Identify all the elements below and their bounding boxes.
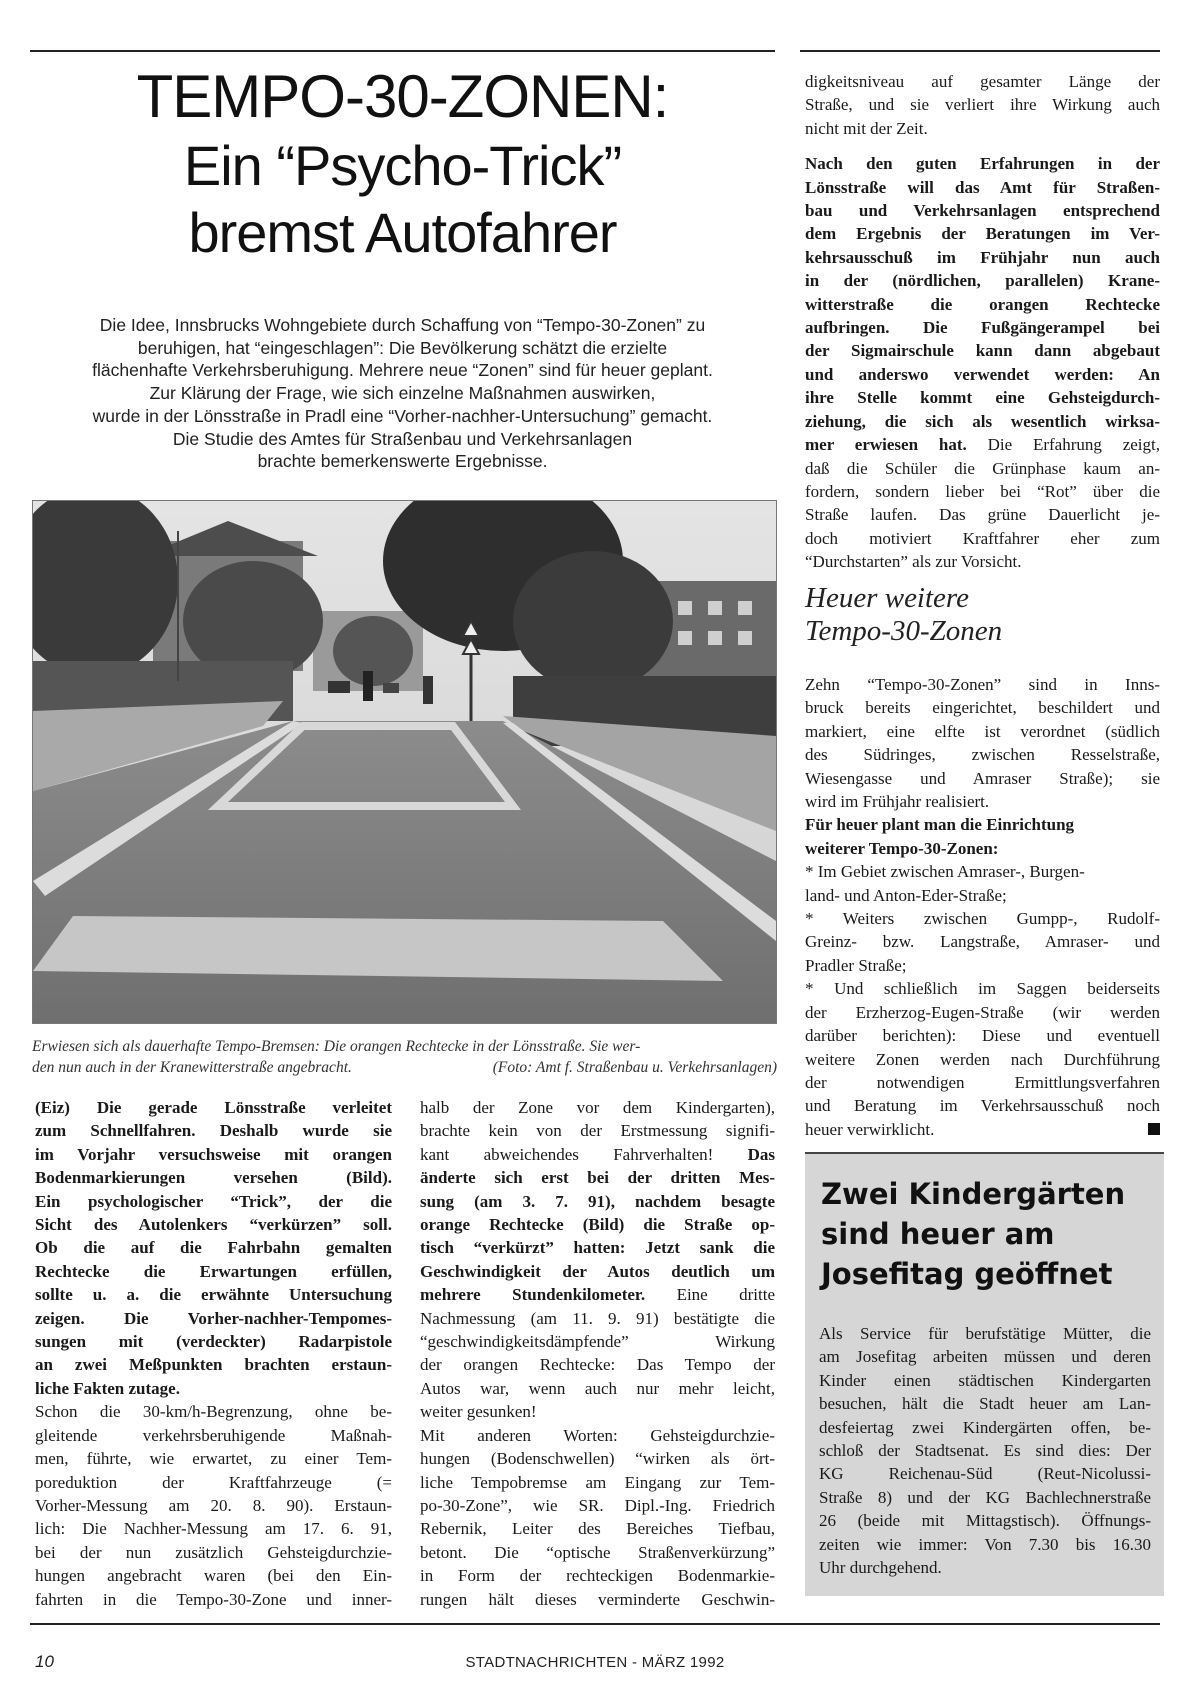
text-line: Wiesengasse und Amraser Straße); sie xyxy=(805,768,1160,788)
text-line: im Vorjahr versuchsweise mit orangen xyxy=(35,1144,392,1164)
footer-rule xyxy=(30,1623,1160,1625)
text-line: Bodenmarkierungen versehen (Bild). xyxy=(35,1168,392,1188)
text-line: liche Fakten zutage. xyxy=(35,1378,180,1398)
lead-line: wurde in der Lönsstraße in Pradl eine “Vorher-nachher-Untersuchung” gemacht. xyxy=(92,405,713,426)
text-line: zeigen. Die Vorher-nachher-Tempomes- xyxy=(35,1308,392,1328)
text-line: Zehn “Tempo-30-Zonen” sind in Inns- xyxy=(805,675,1160,694)
text-line: orange Rechtecke (Bild) die Straße op- xyxy=(420,1215,775,1235)
text-line: Straße, und sie verliert ihre Wirkung auch xyxy=(805,95,1160,115)
text-line: Vorher-Messung am 20. 8. 90). Erstaun- xyxy=(35,1495,392,1515)
text-line: Ob die auf die Fahrbahn gemalten xyxy=(35,1238,392,1258)
text-line: poreduktion der Kraftfahrzeuge (= xyxy=(35,1472,392,1492)
article-column-1 xyxy=(35,1096,392,1611)
text-line: in der (nördlichen, parallelen) Krane- xyxy=(805,271,1160,291)
publication-name: STADTNACHRICHTEN - MÄRZ 1992 xyxy=(465,1654,725,1671)
headline-line-3: bremst Autofahrer xyxy=(188,201,617,264)
text-line: änderte sich erst bei der dritten Mes- xyxy=(420,1168,775,1188)
text-line: land- und Anton-Eder-Straße; xyxy=(805,885,1007,905)
text-line: ihre Stelle kommt eine Gehsteigdurch- xyxy=(805,388,1160,408)
subheading-line-1: Heuer weitere xyxy=(805,582,970,614)
text-line: weiter gesunken! xyxy=(420,1402,537,1422)
text-line: Rebernik, Leiter des Bereiches Tiefbau, xyxy=(420,1519,775,1539)
text-line: kant abweichendes Fahrverhalten! Das xyxy=(420,1144,775,1164)
text-line: men, führte, wie erwartet, zu einer Tem- xyxy=(35,1449,392,1469)
text-line: fahrten in die Tempo-30-Zone und inner- xyxy=(35,1589,392,1609)
article-lead xyxy=(40,314,765,473)
text-line: witterstraße die orangen Rechtecke xyxy=(805,294,1160,314)
text-line: mehrere Stundenkilometer. Eine dritte xyxy=(420,1285,776,1305)
text-line: Geschwindigkeit der Autos deutlich um xyxy=(420,1261,775,1281)
text-line: rungen hält dieses verminderte Geschwin- xyxy=(420,1589,775,1609)
text-line: desfeiertag zwei Kindergärten offen, be- xyxy=(819,1417,1151,1437)
text-line: po-30-Zone”, wie SR. Dipl.-Ing. Friedrich xyxy=(420,1495,775,1515)
text-line: der orangen Rechtecke: Das Tempo der xyxy=(420,1355,775,1375)
text-line: und Beratung im Verkehrsausschuß noch xyxy=(805,1096,1160,1116)
text-line: der Erzherzog-Eugen-Straße (wir werden xyxy=(805,1002,1160,1022)
text-line: ziehung, die sich als wesentlich wirksa- xyxy=(805,411,1160,431)
text-line: zeiten wie immer: Von 7.30 bis 16.30 xyxy=(819,1534,1151,1554)
text-line: * Weiters zwischen Gumpp-, Rudolf- xyxy=(805,909,1160,929)
article-headline xyxy=(30,62,775,266)
text-line: markiert, eine elfte ist verordnet (südlich xyxy=(805,721,1160,741)
headline-line-1: TEMPO-30-ZONEN: xyxy=(136,63,669,130)
text-line: doch motiviert Kraftfahrer eher zum xyxy=(805,528,1160,548)
text-line: Pradler Straße; xyxy=(805,955,907,975)
text-line: * Im Gebiet zwischen Amraser-, Burgen- xyxy=(805,862,1085,882)
top-rule-right xyxy=(800,50,1160,52)
text-line: Für heuer plant man die Einrichtung xyxy=(805,815,1075,835)
text-line: aufbringen. Die Fußgängerampel bei xyxy=(805,318,1160,338)
text-line: in Form der rechteckigen Bodenmarkie- xyxy=(420,1566,775,1586)
text-line: Straße 8) und der KG Bachlechnerstraße xyxy=(819,1487,1151,1507)
info-box-title-line: Josefitag geöffnet xyxy=(821,1257,1113,1291)
text-line: lich: Die Nachher-Messung am 17. 6. 91, xyxy=(35,1519,392,1539)
text-line: mer erwiesen hat. Die Erfahrung zeigt, xyxy=(805,435,1161,455)
text-line: brachte kein von der Erstmessung signifi- xyxy=(420,1121,775,1141)
text-line: wird im Frühjahr realisiert. xyxy=(805,792,990,812)
text-line: hungen angebracht waren (bei den Ein- xyxy=(35,1566,392,1586)
text-line: Nach den guten Erfahrungen in der xyxy=(805,154,1160,174)
text-line: Rechtecke die Erwartungen erfüllen, xyxy=(35,1261,392,1281)
text-line: schloß der Stadtsenat. Es sind dies: Der xyxy=(819,1441,1151,1461)
text-line: heuer verwirklicht. xyxy=(805,1118,1160,1141)
text-line: an zwei Meßpunkten brachten erstaun- xyxy=(35,1355,392,1375)
caption-line-2: den nun auch in der Kranewitterstraße angebracht. xyxy=(32,1059,352,1076)
text-line: Ein psychologischer “Trick”, der die xyxy=(35,1191,392,1211)
text-line: Lönsstraße will das Amt für Straßen- xyxy=(805,177,1160,197)
text-line: sollte u. a. die erwähnte Untersuchung xyxy=(35,1285,392,1305)
top-rule-left xyxy=(30,50,775,52)
lead-line: brachte bemerkenswerte Ergebnisse. xyxy=(257,451,548,472)
text-line: betont. Die “optische Straßenverkürzung” xyxy=(420,1542,775,1562)
photo-caption xyxy=(32,1036,777,1078)
caption-line-1: Erwiesen sich als dauerhafte Tempo-Bremsen: Die orangen Rechtecke in der Lönsstraße. Sie wer- xyxy=(32,1038,641,1055)
article-column-2 xyxy=(420,1096,775,1611)
text-line: Sicht des Autolenkers “verkürzen” soll. xyxy=(35,1215,392,1235)
text-line: Mit anderen Worten: Gehsteigdurchzie- xyxy=(420,1425,775,1445)
text-line: sungen mit (verdeckter) Radarpistole xyxy=(35,1332,392,1352)
text-line: digkeitsniveau auf gesamter Länge der xyxy=(805,72,1160,91)
text-line: bei der nun zusätzlich Gehsteigdurchzie- xyxy=(35,1542,392,1562)
text-line: daß die Schüler die Grünphase kaum an- xyxy=(805,458,1160,478)
subheading-line-2: Tempo-30-Zonen xyxy=(805,615,1003,647)
text-line: Greinz- bzw. Langstraße, Amraser- und xyxy=(805,932,1160,952)
text-line: (Eiz) Die gerade Lönsstraße verleitet xyxy=(35,1098,392,1117)
info-box-title xyxy=(821,1174,1151,1294)
text-line: tisch “verkürzt” hatten: Jetzt sank die xyxy=(420,1238,775,1258)
text-line: des Südringes, zwischen Resselstraße, xyxy=(805,745,1160,765)
text-line: “geschwindigkeitsdämpfende” Wirkung xyxy=(420,1332,775,1352)
street-photo xyxy=(32,500,777,1024)
text-line: “Durchstarten” als zur Vorsicht. xyxy=(805,552,1022,572)
text-line: besuchen, hält die Stadt heuer am Lan- xyxy=(819,1394,1151,1414)
text-line: Autos war, wenn auch nur mehr leicht, xyxy=(420,1378,775,1398)
text-line: der notwendigen Ermittlungsverfahren xyxy=(805,1072,1160,1092)
lead-line: Zur Klärung der Frage, wie sich einzelne Maßnahmen auswirken, xyxy=(149,383,656,404)
lead-line: Die Idee, Innsbrucks Wohngebiete durch Schaffung von “Tempo-30-Zonen” zu xyxy=(99,315,706,335)
text-line: und anderswo verwendet werden: An xyxy=(805,364,1160,384)
text-line: darüber berichten): Diese und eventuell xyxy=(805,1026,1160,1046)
text-line: nicht mit der Zeit. xyxy=(805,118,928,138)
text-line: Schon die 30-km/h-Begrenzung, ohne be- xyxy=(35,1402,392,1422)
page-number: 10 xyxy=(35,1652,54,1671)
text-line: der Sigmairschule kann dann abgebaut xyxy=(805,341,1160,361)
lead-line: Die Studie des Amtes für Straßenbau und Verkehrsanlagen xyxy=(172,428,633,449)
text-line: sung (am 3. 7. 91), nachdem besagte xyxy=(420,1191,775,1211)
text-line: Als Service für berufstätige Mütter, die xyxy=(819,1324,1151,1343)
text-line: halb der Zone vor dem Kindergarten), xyxy=(420,1098,775,1117)
text-line: KG Reichenau-Süd (Reut-Nicolussi- xyxy=(819,1464,1151,1484)
article-column-3-continued xyxy=(805,673,1160,1141)
lead-line: flächenhafte Verkehrsberuhigung. Mehrere neue “Zonen” sind für heuer geplant. xyxy=(92,360,713,381)
text-line: Straße laufen. Das grüne Dauerlicht je- xyxy=(805,505,1160,525)
end-of-article-icon xyxy=(1148,1123,1160,1135)
text-line: hungen (Bodenschwellen) “wirken als ört- xyxy=(420,1449,775,1469)
text-line: gleitende verkehrsberuhigende Maßnah- xyxy=(35,1425,392,1445)
text-line: liche Tempobremse am Eingang zur Tem- xyxy=(420,1472,775,1492)
info-box-title-line: Zwei Kindergärten xyxy=(821,1177,1126,1211)
info-box xyxy=(805,1152,1164,1596)
text-line: Kinder einen städtischen Kindergarten xyxy=(819,1370,1151,1390)
text-line: bruck bereits eingerichtet, beschildert und xyxy=(805,698,1160,718)
text-line: kehrsausschuß im Frühjahr nun auch xyxy=(805,247,1160,267)
info-box-text xyxy=(819,1322,1151,1579)
street-photo-illustration xyxy=(33,501,776,1023)
article-column-3 xyxy=(805,70,1160,574)
info-box-title-line: sind heuer am xyxy=(821,1217,1055,1251)
text-line: weiterer Tempo-30-Zonen: xyxy=(805,838,999,858)
text-line: bau und Verkehrsanlagen entsprechend xyxy=(805,201,1160,221)
text-line: am Josefitag arbeiten müssen und deren xyxy=(819,1347,1151,1367)
text-line: Nachmessung (am 11. 9. 91) bestätigte die xyxy=(420,1308,775,1328)
text-line: weitere Zonen werden nach Durchführung xyxy=(805,1049,1160,1069)
text-line: zum Schnellfahren. Deshalb wurde sie xyxy=(35,1121,392,1141)
text-line: 26 (beide mit Mittagstisch). Öffnungs- xyxy=(819,1511,1151,1531)
subheading xyxy=(805,582,1160,648)
headline-line-2: Ein “Psycho-Trick” xyxy=(183,134,622,197)
photo-credit: (Foto: Amt f. Straßenbau u. Verkehrsanlagen) xyxy=(492,1059,777,1076)
lead-line: beruhigen, hat “eingeschlagen”: Die Bevölkerung schätzt die erzielte xyxy=(137,337,668,358)
text-line: fordern, sondern lieber bei “Rot” über die xyxy=(805,481,1160,501)
text-line: dem Ergebnis der Beratungen im Ver- xyxy=(805,224,1160,244)
text-line: Uhr durchgehend. xyxy=(819,1558,942,1578)
text-line: * Und schließlich im Saggen beiderseits xyxy=(805,979,1160,999)
